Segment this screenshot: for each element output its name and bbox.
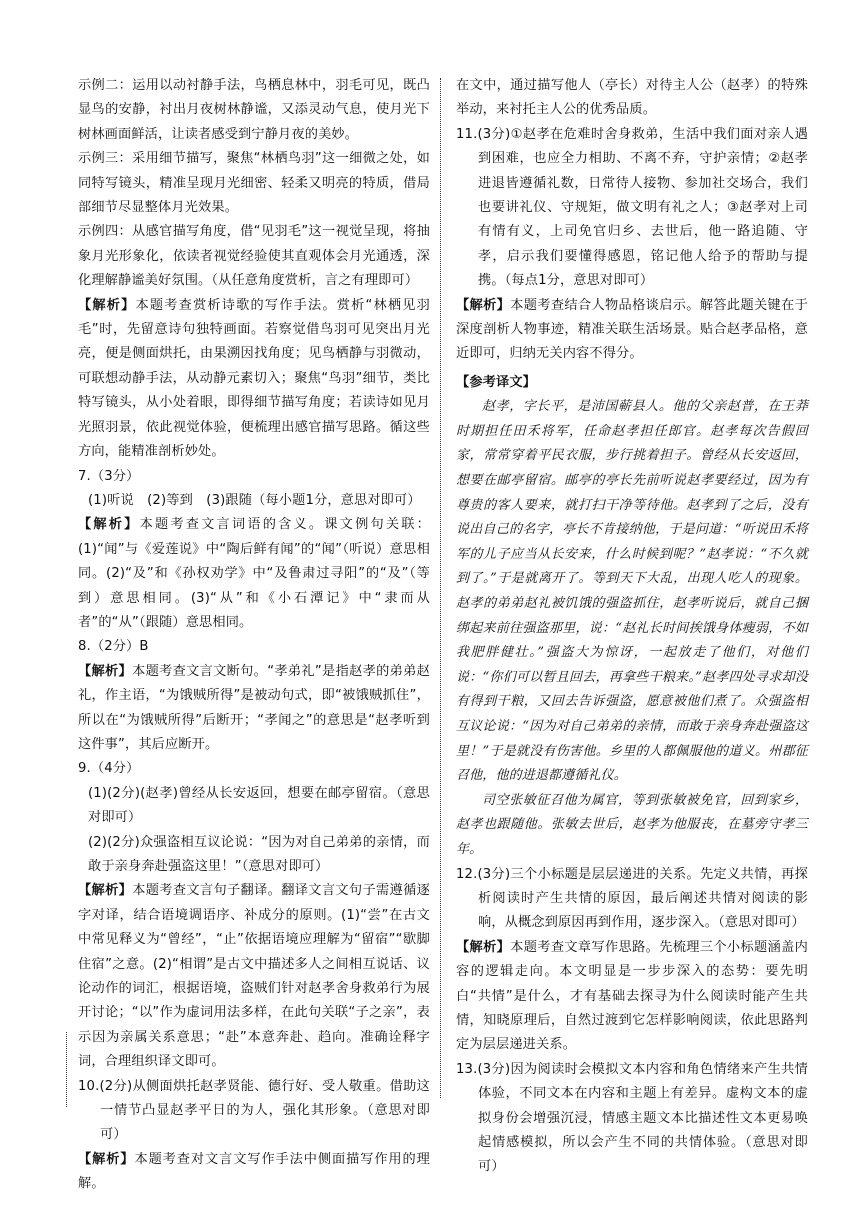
analysis-paragraph [78,513,430,635]
left-column [78,74,430,1197]
question-answer [78,1075,430,1148]
margin-mark [66,1032,67,1107]
example-paragraph: 在文中，通过描写他人（亭长）对待主人公（赵孝）的特殊举动，来衬托主人公的优秀品质。 [456,78,808,118]
translation-paragraph: 赵孝，字长平，是沛国蕲县人。他的父亲赵普，在王莽时期担任田禾将军，任命赵孝担任郎官。赵孝每次告假回家，常常穿着平民衣服，步行挑着担子。曾经从长安返回，想要在邮亭留宿。邮亭的亭长先前听说赵孝要经过，因为有尊贵的客人要来，就打扫干净等待他。赵孝到了之后，没有说出自己的名字，亭长不肯接纳他，于是问道：“听说田禾将军的儿子应当从长安来，什么时候到呢？”赵孝说：“不久就到了。”于是就离开了。等到天下大乱，出现人吃人的现象。赵孝的弟弟赵礼被饥饿的强盗抓住，赵孝听说后，就自己捆绑起来前往强盗那里，说：“赵礼长时间挨饿身体瘦弱，不如我肥胖健壮。”强盗大为惊讶，一起放走了他们，对他们说：“你们可以暂且回去，再拿些干粮来。”赵孝四处寻求却没有得到干粮，又回去告诉强盗，愿意被他们煮了。众强盗相互议论说：“因为对自己弟弟的亲情，而敢于亲身奔赴强盗这里！”于是就没有伤害他。乡里的人都佩服他的道义。州郡征召他，他的进退都遵循礼仪。 [456,399,808,784]
question-answer [456,123,808,294]
analysis-text: 本题考查文章写作思路。先梳理三个小标题涵盖内容的逻辑走向。本文明显是一步步深入的态势：要先明白“共情”是什么，才有基础去探寻为什么阅读时能产生共情，知晓原理后，自然过渡到它怎样影响阅读，依此思路判定为层层递进关系。 [456,939,808,1053]
question-number: 11. [456,126,478,142]
analysis-tag: 【解析】 [78,1151,135,1167]
analysis-paragraph [456,294,808,367]
analysis-tag: 【解析】 [78,663,133,679]
example-paragraph: 示例四：从感官描写角度，借“见羽毛”这一视觉呈现，将抽象月光形象化，依读者视觉经验使其直观体会月光通透，深化理解静谧美好氛围。（从任意角度赏析，言之有理即可） [78,224,430,289]
reference-translation-heading: 【参考译文】 [456,374,537,390]
analysis-tag: 【解析】 [78,517,140,533]
analysis-paragraph [456,936,808,1058]
answer-text: (3分)①赵孝在危难时舍身救弟，生活中我们面对亲人遇到困难，也应全力相助、不离不弃，守护亲情；②赵孝进退皆遵循礼数，日常待人接物、参加社交场合，我们也要讲礼仪、守规矩，做文明有礼之人；③赵孝对上司有情有义，上司免官归乡、去世后，他一路追随、守孝，启示我们要懂得感恩，铭记他人给予的帮助与提携。（每点1分，意思对即可） [477,126,808,289]
answer-text: (1)听说 (2)等到 (3)跟随（每小题1分，意思对即可） [88,492,421,508]
analysis-text: 本题考查对文言文写作手法中侧面描写作用的理解。 [78,1151,430,1192]
analysis-text: 本题考查赏析诗歌的写作手法。赏析“林栖见羽毛”时，先留意诗句独特画面。若察觉借鸟羽可见突出月光亮，便是侧面烘托，由果溯因找角度；见鸟栖静与羽微动，可联想动静手法，从动静元素切入；聚焦“鸟羽”细节，类比特写镜头，从小处着眼，即得细节描写角度；若读诗如见月光照羽景，依此视觉体验，便梳理出感官描写思路。循这些方向，能精准剖析妙处。 [78,297,431,460]
example-paragraph: 示例二：运用以动衬静手法，鸟栖息林中，羽毛可见，既凸显鸟的安静，衬出月夜树林静谧，又添灵动气息，使月光下树林画面鲜活，让读者感受到宁静月夜的美妙。 [78,78,430,142]
analysis-tag: 【解析】 [456,939,511,955]
question-answer [456,1058,808,1180]
answer-text: (3分)三个小标题是层层递进的关系。先定义共情，再探析阅读时产生共情的原因，最后阐述共情对阅读的影响，从概念到原因再到作用，逐步深入。（意思对即可） [477,866,808,931]
answer-text: (1)(2分)(赵孝)曾经从长安返回，想要在邮亭留宿。（意思对即可） [88,785,430,826]
analysis-tag: 【解析】 [78,297,136,313]
analysis-paragraph [78,879,430,1074]
column-divider [440,78,441,1098]
question-number: 12. [456,866,478,882]
right-column [456,74,808,1180]
analysis-text: 本题考查文言句子翻译。翻译文言文句子需遵循逐字对译，结合语境调语序、补成分的原则。(1)“尝”在古文中常见释义为“曾经”，“止”依据语境应理解为“留宿”“歇脚住宿”之意。(2)“相谓”是古文中描述多人之间相互说话、议论动作的词汇，根据语境，盗贼们针对赵孝舍身救弟行为展开讨论；“以”作为虚词用法多样，在此句关联“子之亲”，表示因为亲属关系意思；“赴”本意奔赴、趋向。准确诠释字词，合理组织译文即可。 [78,883,430,1070]
answer-text: (3分)因为阅读时会模拟文本内容和角色情绪来产生共情体验，不同文本在内容和主题上有差异。虚构文本的虚拟身份会增强沉浸，情感主题文本比描述性文本更易唤起情感模拟，所以会产生不同的共情体验。（意思对即可） [477,1061,808,1175]
question-number: 8.（2分）B [78,639,149,655]
analysis-paragraph [78,660,430,758]
question-answer [456,863,808,936]
question-number: 9.（4分） [78,761,140,777]
analysis-paragraph [78,294,430,465]
question-number: 10. [78,1078,100,1094]
question-number: 7.（3分） [78,468,140,484]
analysis-text: 本题考查结合人物品格谈启示。解答此题关键在于深度剖析人物事迹，精准关联生活场景。贴合赵孝品格，意近即可，归纳无关内容不得分。 [456,297,808,362]
question-number: 13. [456,1061,478,1077]
answer-text: (2)(2分)众强盗相互议论说：“因为对自己弟弟的亲情，而敢于亲身奔赴强盗这里！”（意思对即可） [88,834,430,874]
example-paragraph: 示例三：采用细节描写，聚焦“林栖鸟羽”这一细微之处，如同特写镜头，精准呈现月光细密、轻柔又明亮的特质，借局部细节尽显整体月光效果。 [78,151,430,216]
translation-paragraph: 司空张敏征召他为属官，等到张敏被免官，回到家乡，赵孝也跟随他。张敏去世后，赵孝为他服丧，在墓旁守孝三年。 [456,792,808,857]
analysis-paragraph [78,1148,430,1197]
analysis-text: 本题考查文言词语的含义。课文例句关联：(1)“闻”与《爱莲说》中“陶后鲜有闻”的“闻”（听说）意思相同。(2)“及”和《孙权劝学》中“及鲁肃过寻阳”的“及”（等到）意思相同。(3)“从”和《小石潭记》中“隶而从者”的“从”（跟随）意思相同。 [78,517,430,630]
analysis-tag: 【解析】 [78,883,133,899]
analysis-tag: 【解析】 [456,297,511,313]
analysis-text: 本题考查文言文断句。“孝弟礼”是指赵孝的弟弟赵礼，作主语，“为饿贼所得”是被动句式，即“被饿贼抓住”，所以在“为饿贼所得”后断开；“孝闻之”的意思是“赵孝听到这件事”，其后应断开。 [78,663,430,752]
answer-text: (2分)从侧面烘托赵孝贤能、德行好、受人敬重。借助这一情节凸显赵孝平日的为人，强化其形象。（意思对即可） [99,1078,430,1143]
